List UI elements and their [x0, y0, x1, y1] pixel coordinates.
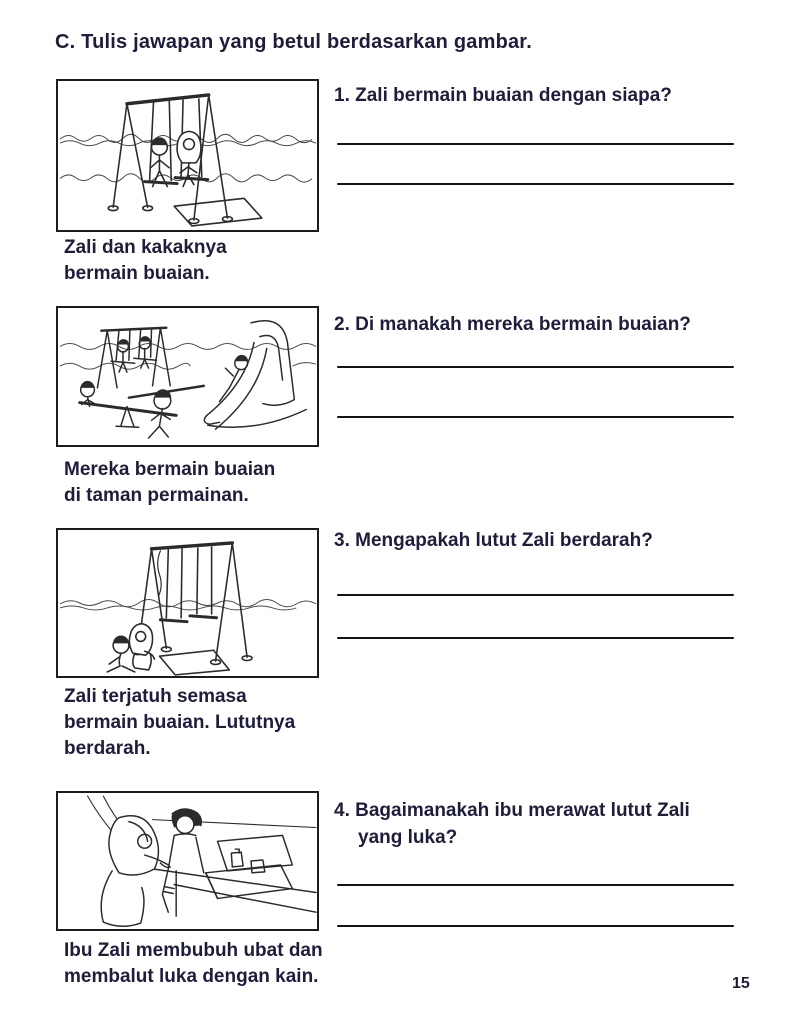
caption-line: Zali terjatuh semasa [64, 686, 247, 707]
caption-line: bermain buaian. Lututnya [64, 712, 296, 733]
page-number: 15 [732, 975, 750, 992]
caption-1 [64, 235, 227, 287]
answer-line-3b [337, 637, 734, 639]
first-aid-illustration [58, 793, 317, 929]
caption-line: Zali dan kakaknya [64, 237, 227, 258]
question-4 [334, 797, 784, 851]
fallen-child-illustration [58, 530, 317, 676]
question-line: 1. Zali bermain buaian dengan siapa? [334, 85, 672, 106]
caption-line: Mereka bermain buaian [64, 459, 276, 480]
question-line: 3. Mengapakah lutut Zali berdarah? [334, 530, 653, 551]
caption-line: membalut luka dengan kain. [64, 966, 319, 987]
answer-line-1a [337, 143, 734, 145]
caption-4 [64, 938, 323, 990]
question-line: 4. Bagaimanakah ibu merawat lutut Zali [334, 800, 690, 821]
swing-children-illustration [58, 81, 317, 230]
answer-line-1b [337, 183, 734, 185]
question-1 [334, 82, 784, 109]
answer-line-4b [337, 925, 734, 927]
question-2 [334, 311, 784, 338]
playground-illustration [58, 308, 317, 445]
answer-line-4a [337, 884, 734, 886]
picture-1-children-on-swing [56, 79, 319, 232]
caption-line: Ibu Zali membubuh ubat dan [64, 940, 323, 961]
question-line: yang luka? [358, 827, 458, 848]
caption-2 [64, 457, 275, 509]
question-3 [334, 527, 784, 554]
caption-line: bermain buaian. [64, 263, 210, 284]
answer-line-2b [337, 416, 734, 418]
caption-line: di taman permainan. [64, 485, 249, 506]
picture-2-playground [56, 306, 319, 447]
answer-line-2a [337, 366, 734, 368]
picture-3-fallen-child [56, 528, 319, 678]
exercise-title: C. Tulis jawapan yang betul berdasarkan gambar. [55, 31, 532, 53]
picture-4-first-aid [56, 791, 319, 931]
caption-line: berdarah. [64, 738, 151, 759]
caption-3 [64, 684, 295, 762]
question-line: 2. Di manakah mereka bermain buaian? [334, 314, 691, 335]
answer-line-3a [337, 594, 734, 596]
